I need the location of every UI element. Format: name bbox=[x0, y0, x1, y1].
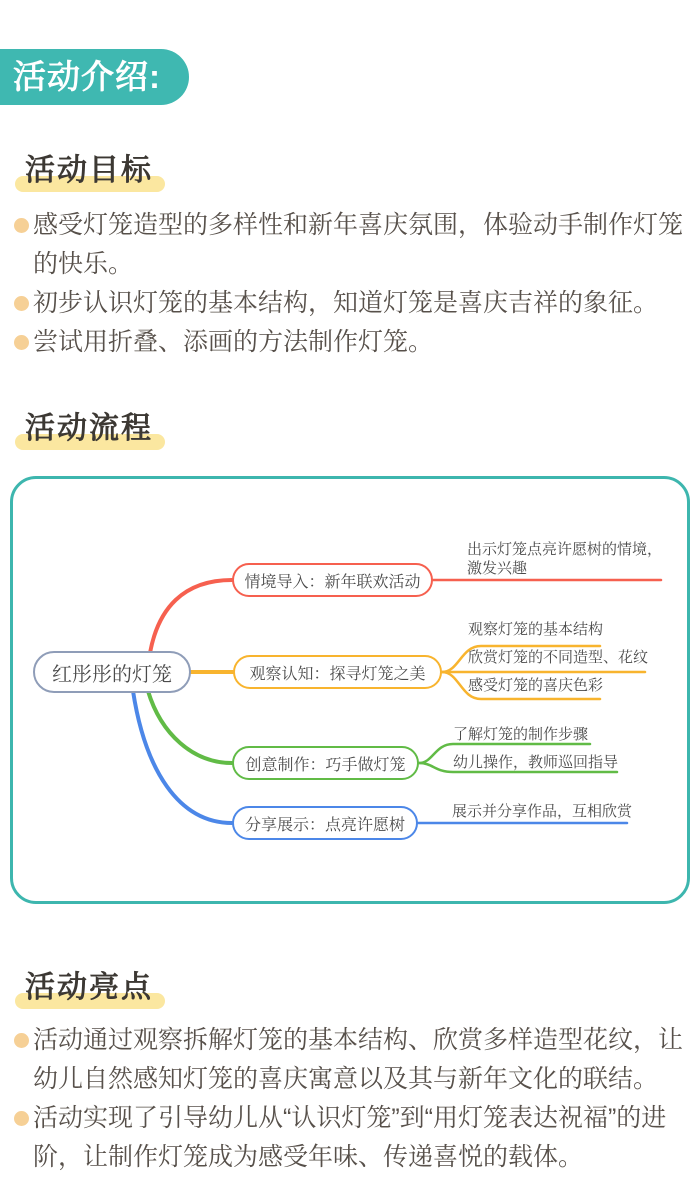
bullet-icon bbox=[14, 335, 29, 350]
mindmap-leaf: 欣赏灯笼的不同造型、花纹 bbox=[468, 649, 649, 666]
list-item: 感受灯笼造型的多样性和新年喜庆氛围，体验动手制作灯笼的快乐。 bbox=[14, 206, 690, 284]
bullet-icon bbox=[14, 296, 29, 311]
highlights-list bbox=[14, 1021, 690, 1177]
page-title-badge: 活动介绍: bbox=[0, 49, 189, 105]
mindmap-leaf: 了解灯笼的制作步骤 bbox=[453, 726, 589, 743]
mindmap-leaf: 幼儿操作，教师巡回指导 bbox=[453, 754, 619, 771]
mindmap-branch-create: 创意制作：巧手做灯笼 bbox=[232, 746, 419, 780]
mindmap-leaf: 展示并分享作品，互相欣赏 bbox=[452, 803, 633, 820]
section-title-goals: 活动目标 bbox=[25, 145, 153, 189]
list-item: 初步认识灯笼的基本结构，知道灯笼是喜庆吉祥的象征。 bbox=[14, 284, 690, 323]
bullet-icon bbox=[14, 1111, 29, 1126]
section-title-process: 活动流程 bbox=[25, 403, 153, 447]
mindmap-root-node: 红彤彤的灯笼 bbox=[33, 651, 191, 693]
bullet-icon bbox=[14, 1033, 29, 1048]
mindmap-branch-observe: 观察认知：探寻灯笼之美 bbox=[233, 655, 442, 689]
goals-list bbox=[14, 206, 690, 362]
mindmap-leaf: 出示灯笼点亮许愿树的情境，激发兴趣 bbox=[467, 541, 663, 577]
connector-red bbox=[150, 580, 232, 653]
mindmap-branch-intro: 情境导入：新年联欢活动 bbox=[232, 563, 433, 597]
connector-green bbox=[148, 691, 232, 763]
list-item: 活动通过观察拆解灯笼的基本结构、欣赏多样造型花纹，让幼儿自然感知灯笼的喜庆寓意以及其与新年文化的联结。 bbox=[14, 1021, 690, 1099]
bullet-icon bbox=[14, 218, 29, 233]
section-title-highlights: 活动亮点 bbox=[25, 962, 153, 1006]
mindmap-branch-share: 分享展示：点亮许愿树 bbox=[232, 806, 418, 840]
connector-blue bbox=[133, 691, 232, 823]
list-item: 活动实现了引导幼儿从“认识灯笼”到“用灯笼表达祝福”的进阶，让制作灯笼成为感受年味、传递喜悦的载体。 bbox=[14, 1099, 690, 1177]
mindmap-container bbox=[10, 476, 690, 904]
mindmap-leaf: 感受灯笼的喜庆色彩 bbox=[468, 677, 604, 694]
list-item: 尝试用折叠、添画的方法制作灯笼。 bbox=[14, 323, 690, 362]
mindmap-leaf: 观察灯笼的基本结构 bbox=[468, 621, 604, 638]
